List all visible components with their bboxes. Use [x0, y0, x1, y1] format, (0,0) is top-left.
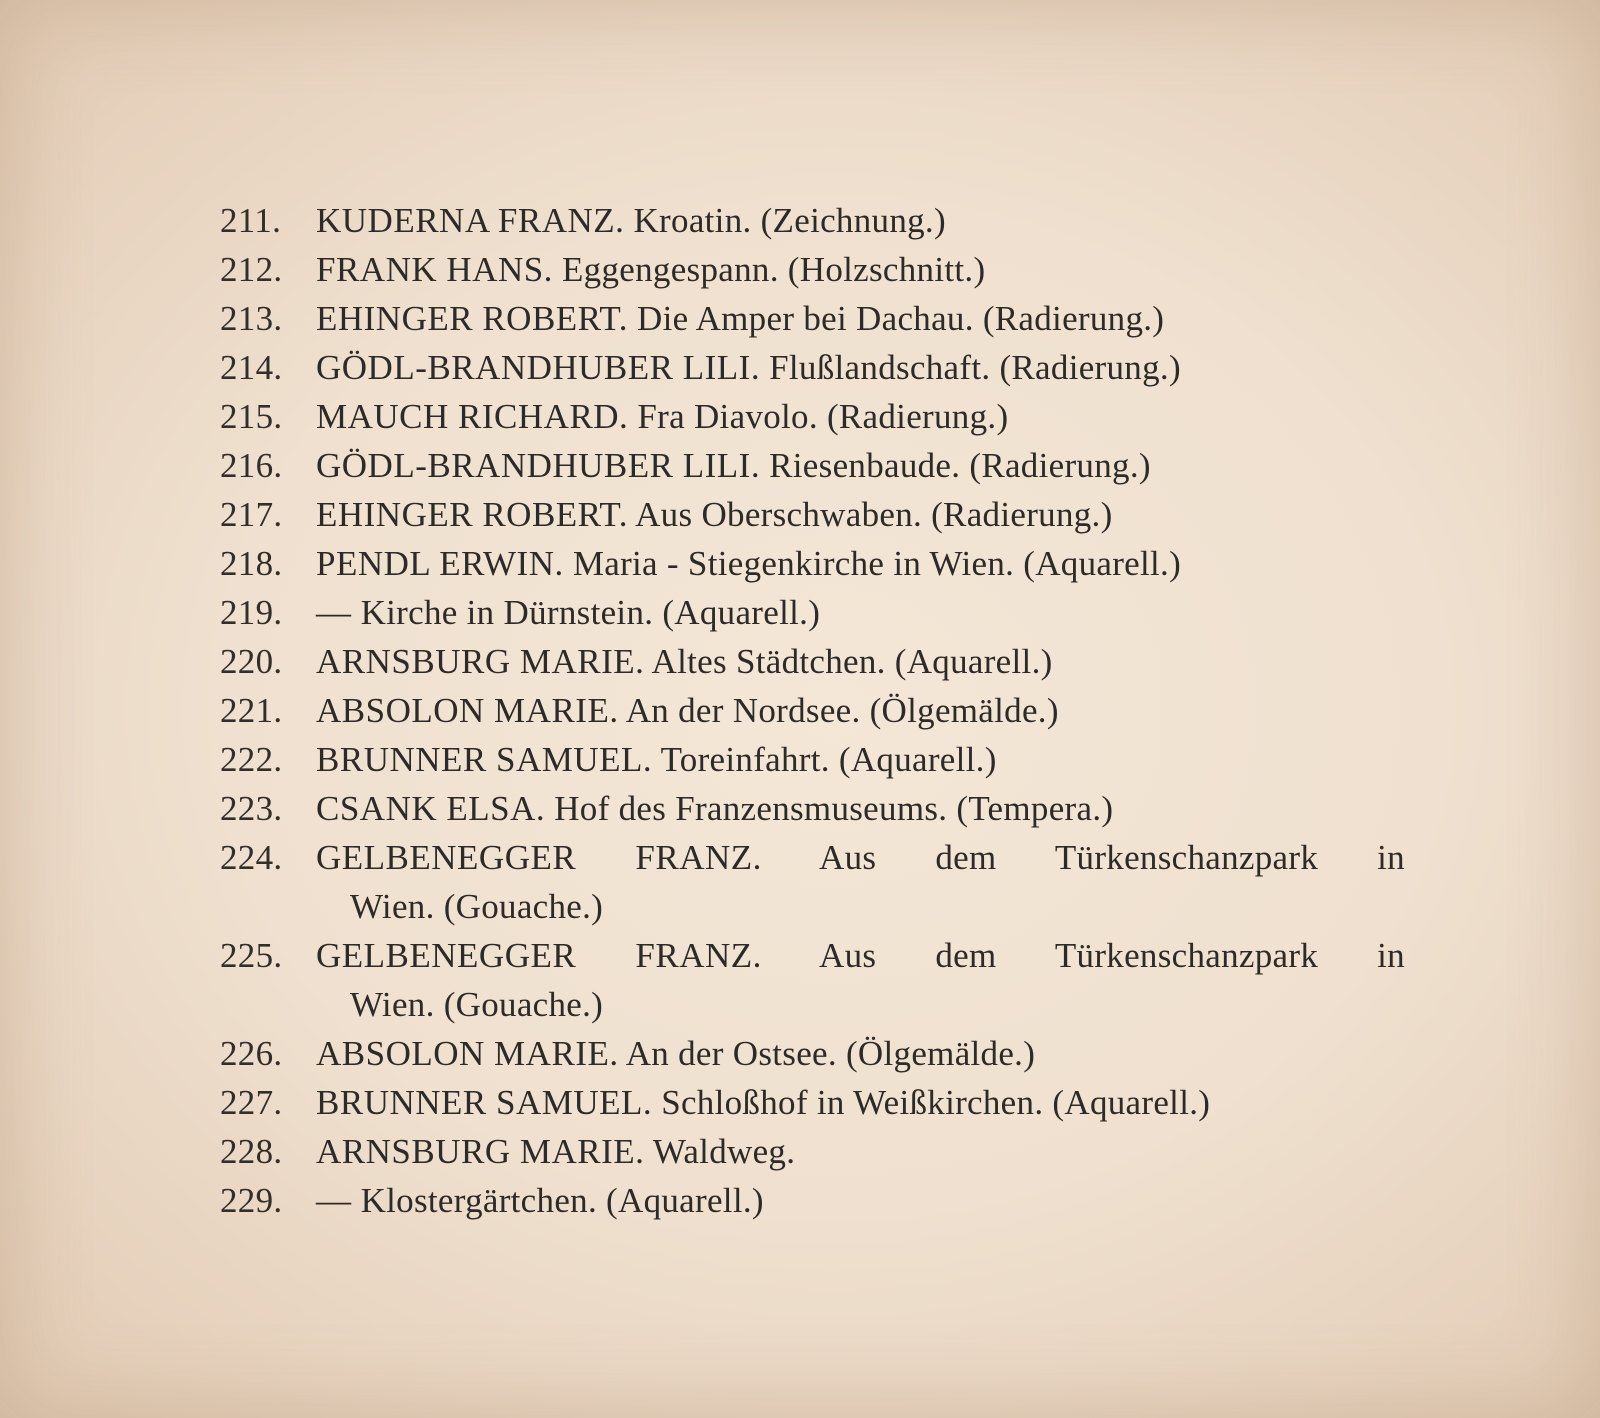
list-item-219 [220, 588, 1405, 637]
entry-text [316, 735, 1405, 784]
list-item-229 [220, 1176, 1405, 1225]
entry-text [316, 686, 1405, 735]
entry-artist: PENDL ERWIN. [316, 544, 564, 583]
entry-text [316, 490, 1405, 539]
list-item-221 [220, 686, 1405, 735]
entry-artist: ARNSBURG MARIE. [316, 1132, 645, 1171]
entry-artist: EHINGER ROBERT. [316, 495, 628, 534]
entry-title: Flußlandschaft. (Radierung.) [769, 348, 1181, 387]
entry-number: 217. [220, 495, 283, 534]
entry-artist: ABSOLON MARIE. [316, 1034, 619, 1073]
entry-number: 219. [220, 593, 283, 632]
entry-artist: KUDERNA FRANZ. [316, 201, 625, 240]
list-item-224-continuation [220, 882, 1405, 931]
entry-artist: GÖDL-BRANDHUBER LILI. [316, 446, 761, 485]
entry-ditto-dash: — [316, 1181, 352, 1220]
entry-number: 214. [220, 348, 283, 387]
entry-text [316, 833, 1405, 882]
entry-title: Kirche in Dürnstein. (Aquarell.) [360, 593, 821, 632]
entry-title: Aus Oberschwaben. (Radierung.) [635, 495, 1113, 534]
entry-title: An der Nordsee. (Ölgemälde.) [625, 691, 1059, 730]
entry-continuation: Wien. (Gouache.) [350, 985, 604, 1024]
list-item-225-continuation [220, 980, 1405, 1029]
entry-text [316, 1176, 1405, 1225]
catalog-list [220, 196, 1405, 1225]
entry-number: 226. [220, 1034, 283, 1073]
entry-artist: GELBENEGGER FRANZ. [316, 936, 762, 975]
entry-text [316, 1029, 1405, 1078]
entry-text [316, 637, 1405, 686]
entry-text [316, 343, 1405, 392]
entry-title: Toreinfahrt. (Aquarell.) [660, 740, 997, 779]
entry-number: 212. [220, 250, 283, 289]
entry-title: Waldweg. [652, 1132, 796, 1171]
entry-title: Schloßhof in Weißkirchen. (Aquarell.) [661, 1083, 1211, 1122]
entry-title: Altes Städtchen. (Aquarell.) [651, 642, 1053, 681]
entry-number: 223. [220, 789, 283, 828]
list-item-222 [220, 735, 1405, 784]
entry-number: 228. [220, 1132, 283, 1171]
entry-title: Eggengespann. (Holzschnitt.) [562, 250, 986, 289]
entry-number: 221. [220, 691, 283, 730]
list-item-218 [220, 539, 1405, 588]
list-item-228 [220, 1127, 1405, 1176]
entry-number: 211. [220, 201, 282, 240]
list-item-215 [220, 392, 1405, 441]
entry-artist: GÖDL-BRANDHUBER LILI. [316, 348, 761, 387]
list-item-223 [220, 784, 1405, 833]
entry-text [316, 539, 1405, 588]
entry-text [316, 784, 1405, 833]
list-item-225 [220, 931, 1405, 980]
entry-text [316, 245, 1405, 294]
entry-title: Fra Diavolo. (Radierung.) [637, 397, 1009, 436]
list-item-213 [220, 294, 1405, 343]
list-item-216 [220, 441, 1405, 490]
entry-text [316, 588, 1405, 637]
list-item-214 [220, 343, 1405, 392]
entry-number: 222. [220, 740, 283, 779]
list-item-211 [220, 196, 1405, 245]
list-item-226 [220, 1029, 1405, 1078]
entry-number: 225. [220, 936, 283, 975]
entry-artist: ARNSBURG MARIE. [316, 642, 645, 681]
entry-text [316, 392, 1405, 441]
entry-text [316, 931, 1405, 980]
entry-artist: CSANK ELSA. [316, 789, 546, 828]
entry-title: Riesenbaude. (Radierung.) [769, 446, 1151, 485]
list-item-227 [220, 1078, 1405, 1127]
entry-continuation: Wien. (Gouache.) [350, 887, 604, 926]
entry-artist: MAUCH RICHARD. [316, 397, 629, 436]
entry-artist: GELBENEGGER FRANZ. [316, 838, 762, 877]
list-item-212 [220, 245, 1405, 294]
entry-number: 227. [220, 1083, 283, 1122]
entry-ditto-dash: — [316, 593, 352, 632]
entry-title: Aus dem Türkenschanzpark in [819, 936, 1405, 975]
entry-artist: FRANK HANS. [316, 250, 553, 289]
entry-number: 220. [220, 642, 283, 681]
entry-artist: ABSOLON MARIE. [316, 691, 619, 730]
entry-number: 213. [220, 299, 283, 338]
entry-title: Kroatin. (Zeichnung.) [633, 201, 946, 240]
entry-number: 216. [220, 446, 283, 485]
entry-artist: BRUNNER SAMUEL. [316, 1083, 653, 1122]
entry-title: An der Ostsee. (Ölgemälde.) [625, 1034, 1036, 1073]
entry-title: Hof des Franzensmuseums. (Tempera.) [554, 789, 1114, 828]
list-item-224 [220, 833, 1405, 882]
entry-number: 215. [220, 397, 283, 436]
entry-artist: EHINGER ROBERT. [316, 299, 628, 338]
entry-text [316, 1127, 1405, 1176]
entry-title: Aus dem Türkenschanzpark in [819, 838, 1405, 877]
entry-text [316, 1078, 1405, 1127]
entry-title: Die Amper bei Dachau. (Radierung.) [637, 299, 1165, 338]
list-item-220 [220, 637, 1405, 686]
entry-number: 229. [220, 1181, 283, 1220]
entry-title: Klostergärtchen. (Aquarell.) [360, 1181, 764, 1220]
list-item-217 [220, 490, 1405, 539]
entry-text [316, 294, 1405, 343]
entry-artist: BRUNNER SAMUEL. [316, 740, 653, 779]
entry-text [316, 441, 1405, 490]
entry-number: 218. [220, 544, 283, 583]
entry-number: 224. [220, 838, 283, 877]
entry-title: Maria - Stiegenkirche in Wien. (Aquarell.) [572, 544, 1182, 583]
entry-text [316, 196, 1405, 245]
